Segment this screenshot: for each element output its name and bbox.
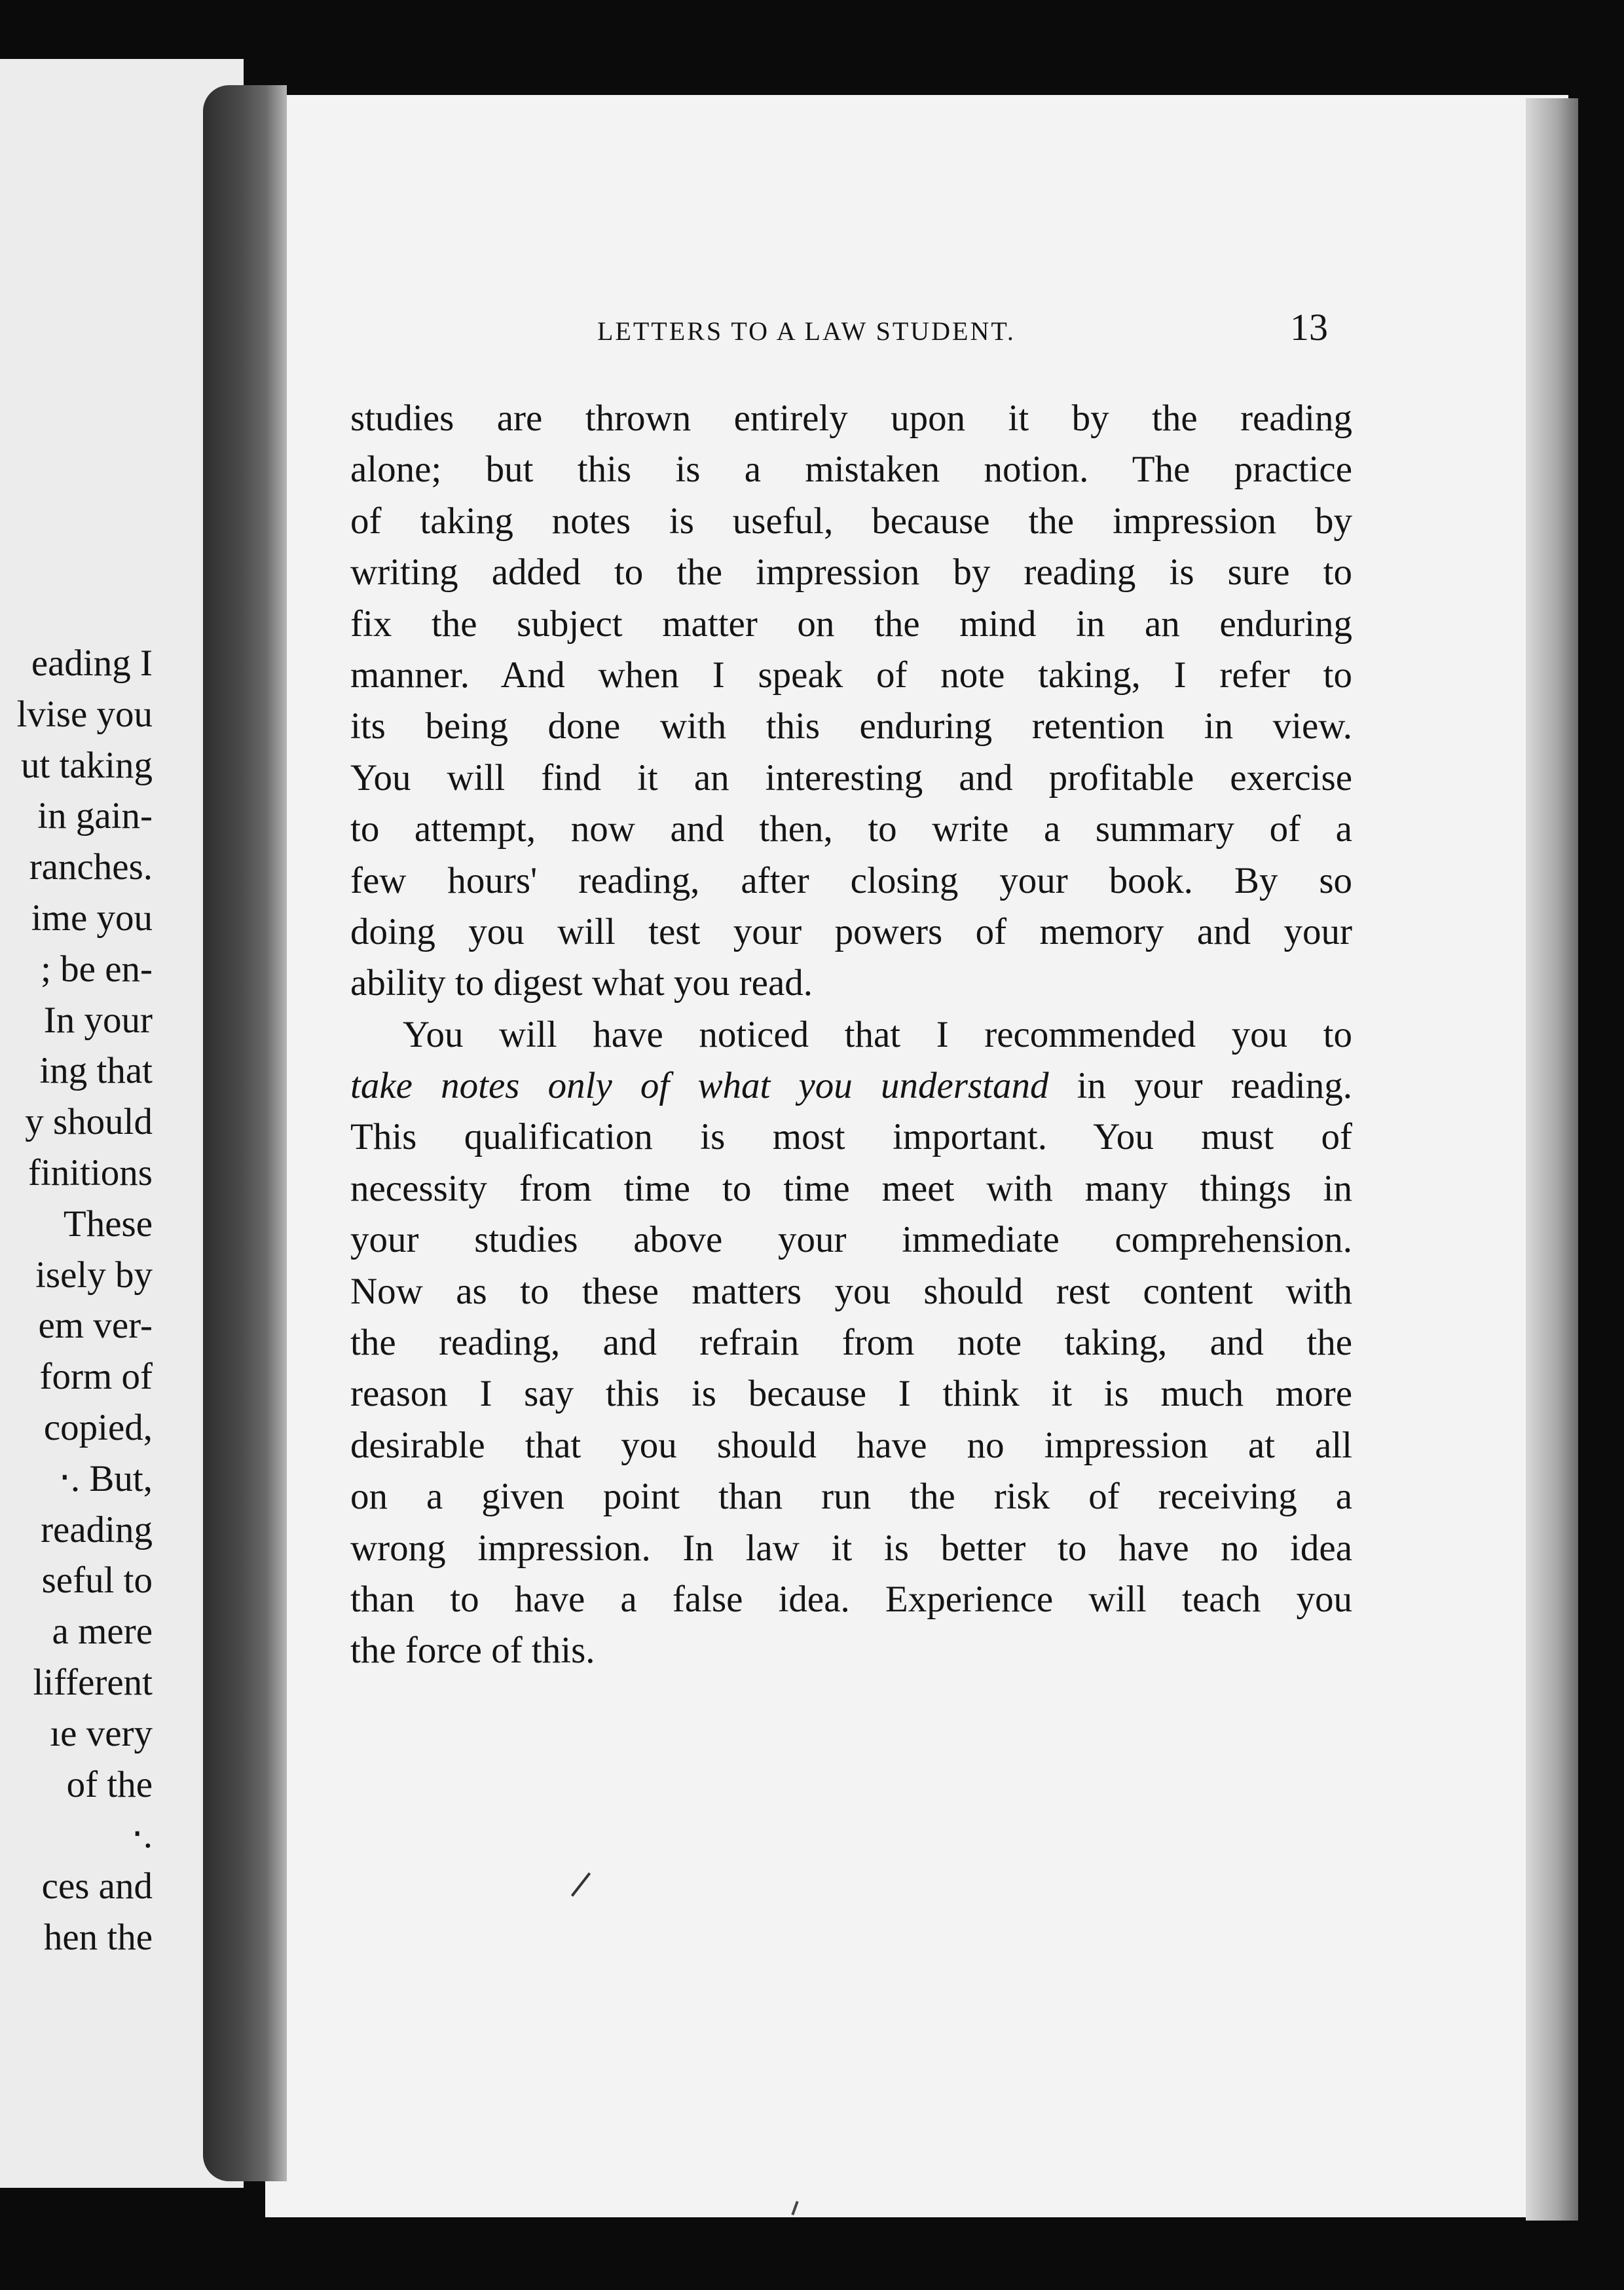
text-line: on a given point than run the risk of receiving a: [350, 1476, 1352, 1518]
text-line: the force of this.: [350, 1630, 595, 1672]
previous-page-line: reading: [41, 1509, 153, 1550]
text-line: of taking notes is useful, because the impression by: [350, 500, 1352, 542]
text-line: writing added to the impression by reading is sure to: [350, 552, 1352, 593]
previous-page-line: eading I: [31, 643, 153, 684]
previous-page-line: lifferent: [33, 1661, 153, 1703]
text-line: than to have a false idea. Experience will teach you: [350, 1578, 1352, 1620]
previous-page-line: isely by: [35, 1254, 153, 1296]
previous-page-line: em ver-: [38, 1305, 153, 1347]
previous-page-line: ing that: [39, 1050, 153, 1092]
text-line: studies are thrown entirely upon it by the reading: [350, 398, 1352, 439]
text-line: Now as to these matters you should rest content with: [350, 1270, 1352, 1312]
text-line: to attempt, now and then, to write a summary of a: [350, 808, 1352, 850]
previous-page-line: of the: [66, 1763, 153, 1805]
previous-page-line: ime you: [31, 897, 153, 939]
text-line: fix the subject matter on the mind in an enduring: [350, 603, 1352, 645]
italic-phrase: take notes only of what you understand: [350, 1065, 1049, 1107]
text-line: This qualification is most important. You must of: [350, 1116, 1352, 1158]
previous-page-line: hen the: [43, 1916, 153, 1958]
running-head: LETTERS TO A LAW STUDENT.: [597, 316, 1016, 346]
previous-page-line: copied,: [43, 1406, 153, 1448]
previous-page-line: ; be en-: [41, 948, 153, 990]
previous-page-line: ut taking: [20, 744, 153, 786]
previous-page-line: finitions: [28, 1152, 153, 1193]
text-line: your studies above your immediate comprehension.: [350, 1219, 1352, 1261]
text-line: the reading, and refrain from note taking, and the: [350, 1322, 1352, 1364]
text-line: You will have noticed that I recommended you to: [403, 1013, 1352, 1055]
text-line: doing you will test your powers of memory and your: [350, 910, 1352, 952]
text-line: [350, 1061, 1352, 1112]
text-line: wrong impression. In law it is better to have no idea: [350, 1527, 1352, 1569]
text-line: its being done with this enduring retention in view.: [350, 705, 1352, 747]
text-line: necessity from time to time meet with many things in: [350, 1167, 1352, 1209]
page-edge: [1526, 98, 1578, 2221]
text-line: desirable that you should have no impression at all: [350, 1424, 1352, 1466]
previous-page-line: seful to: [41, 1560, 153, 1602]
previous-page-line: ces and: [41, 1866, 153, 1907]
previous-page-line: lvise you: [16, 693, 153, 735]
previous-page-line: These: [63, 1203, 153, 1245]
text-line: ability to digest what you read.: [350, 962, 813, 1004]
text-fragment: in your reading.: [1048, 1065, 1352, 1107]
previous-page-text: [0, 638, 153, 1963]
text-line: alone; but this is a mistaken notion. The practice: [350, 449, 1352, 491]
previous-page-line: ıe very: [50, 1712, 153, 1754]
text-line: few hours' reading, after closing your book. By so: [350, 859, 1352, 901]
previous-page-line: y should: [25, 1101, 153, 1143]
previous-page-line: ranches.: [29, 846, 153, 888]
text-line: manner. And when I speak of note taking, I refer to: [350, 654, 1352, 696]
page-number: 13: [1290, 306, 1328, 348]
previous-page-line: In your: [43, 999, 153, 1041]
book-gutter: [203, 85, 287, 2181]
text-line: reason I say this is because I think it is much more: [350, 1373, 1352, 1415]
text-line: You will find it an interesting and profitable exercise: [350, 757, 1352, 798]
previous-page-line: form of: [39, 1356, 153, 1398]
previous-page-line: ‧.: [131, 1814, 153, 1856]
previous-page-line: in gain-: [37, 795, 153, 837]
previous-page-line: a mere: [52, 1611, 153, 1653]
body-text: [350, 393, 1352, 1677]
previous-page-line: ‧. But,: [58, 1457, 153, 1499]
